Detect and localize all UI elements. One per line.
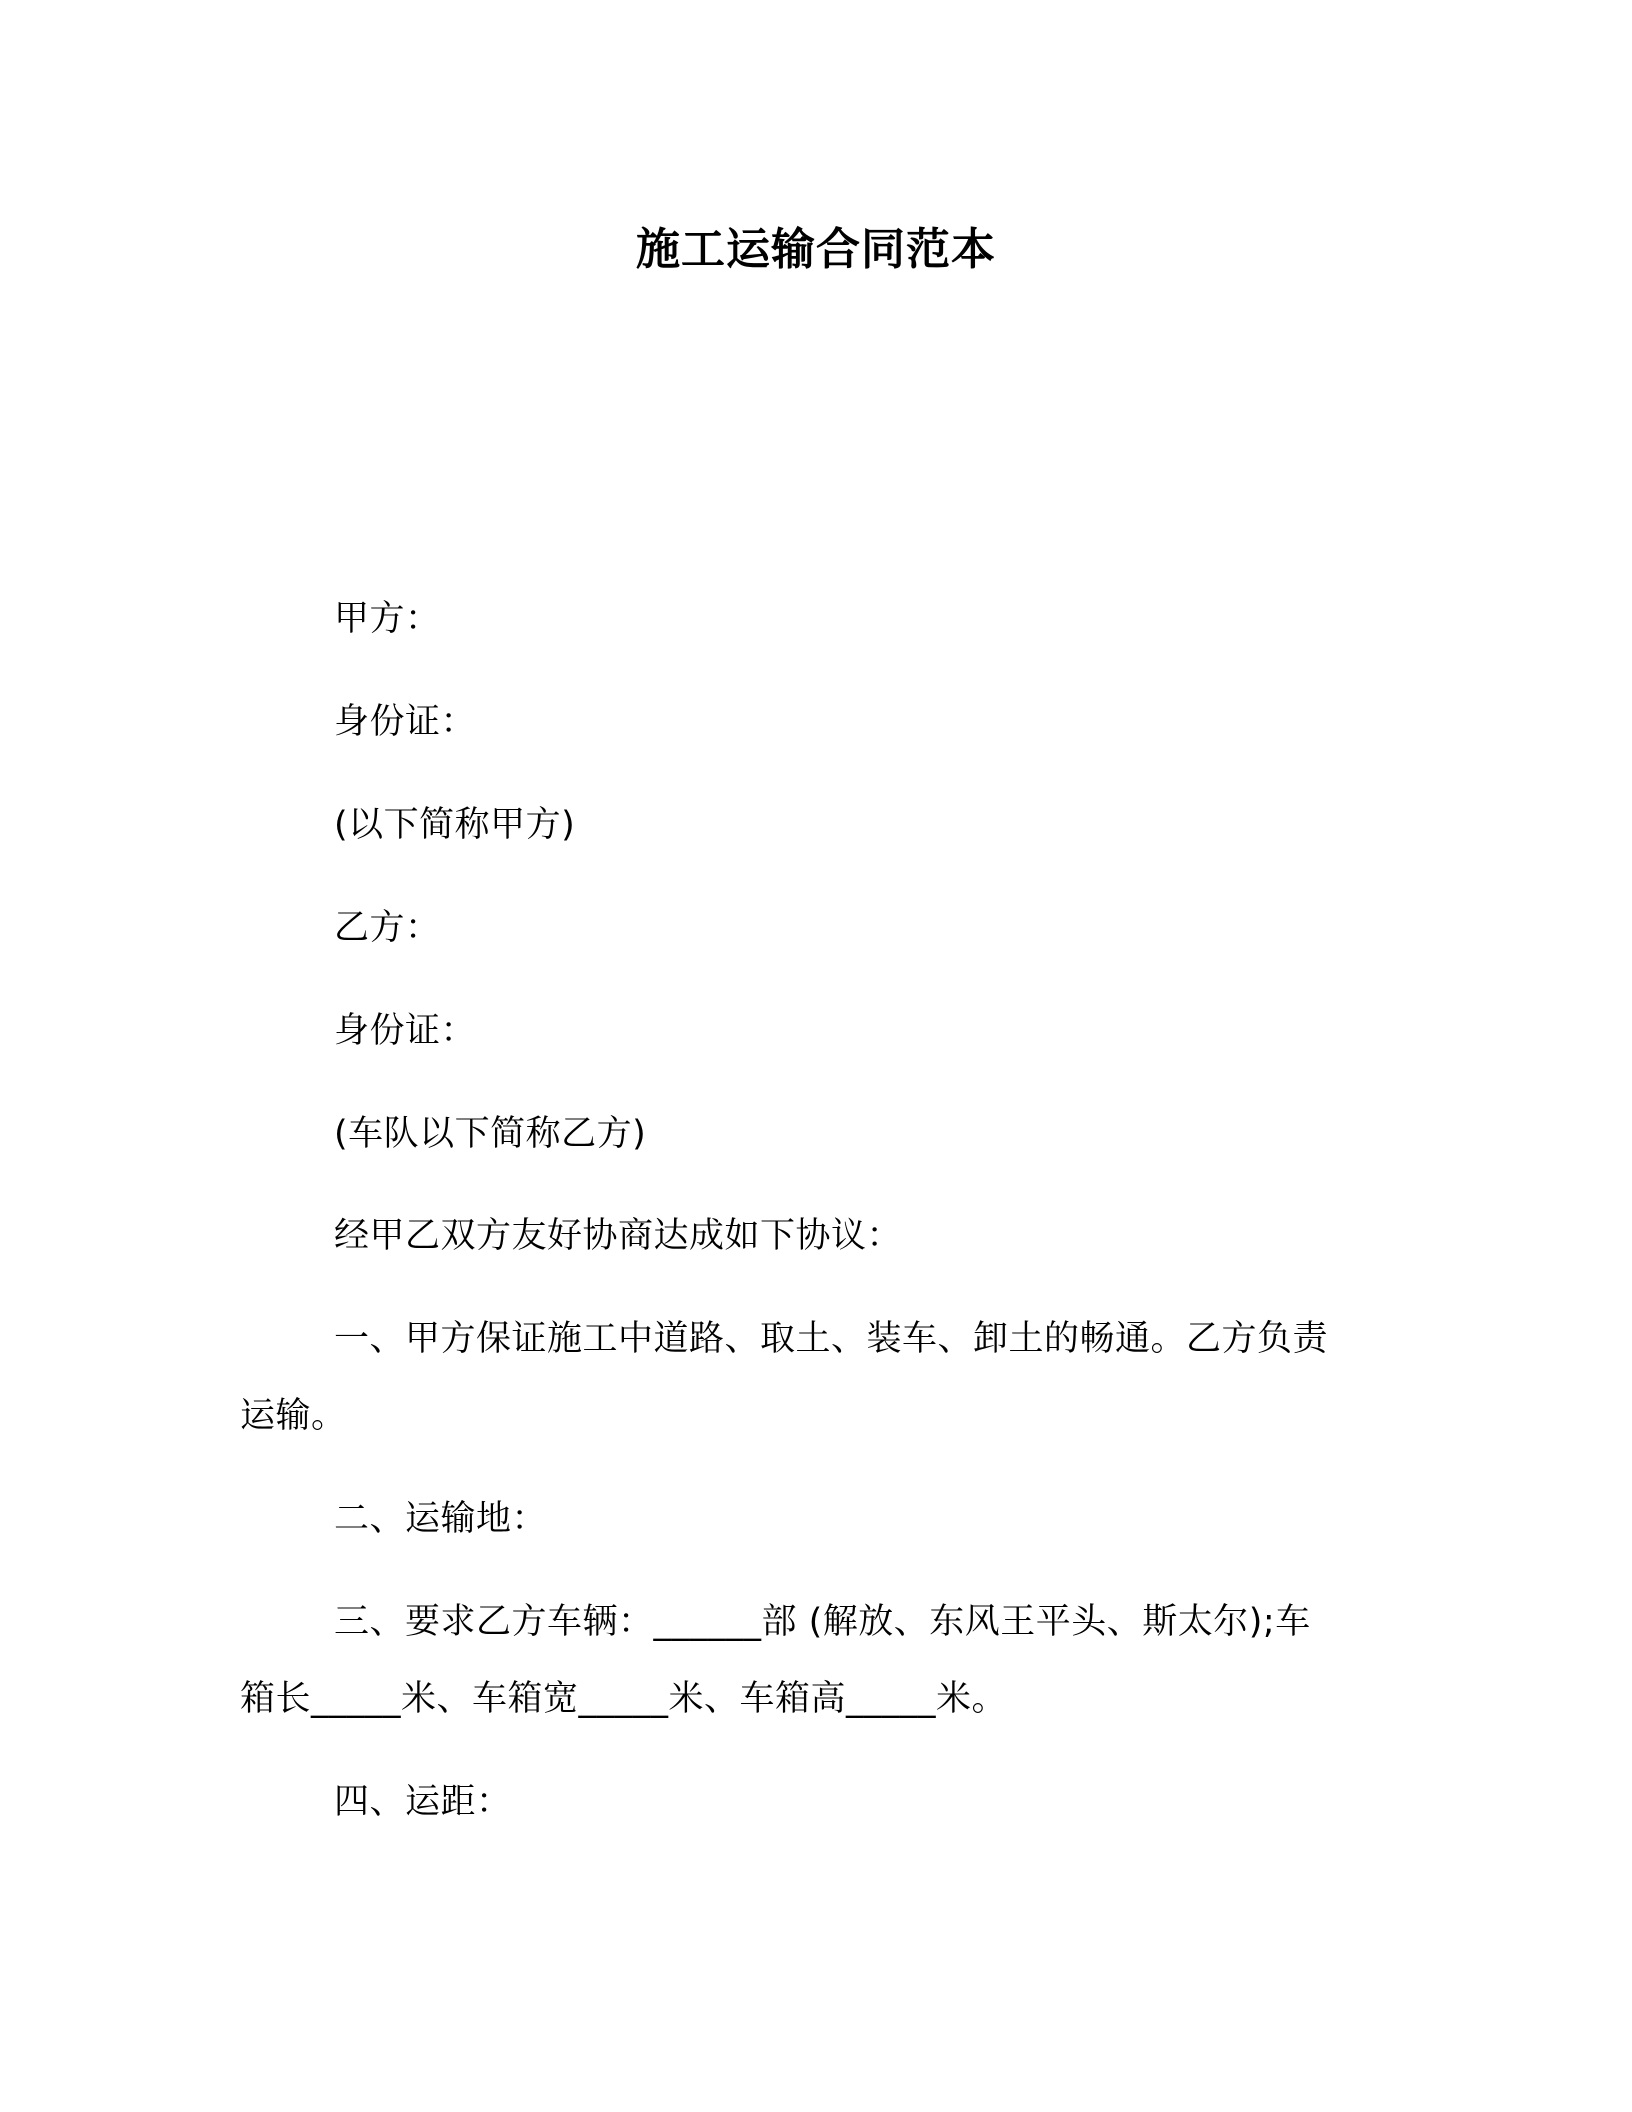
party-a-id-label: 身份证： (334, 702, 477, 742)
party-b-label: 乙方： (334, 908, 441, 948)
clause-4: 四、运距： (334, 1782, 512, 1822)
party-b-id-label: 身份证： (334, 1011, 477, 1051)
clause-2: 二、运输地： (334, 1499, 548, 1539)
document-title: 施工运输合同范本 (636, 224, 996, 275)
clause-1-line-1: 一、甲方保证施工中道路、取土、装车、卸土的畅通。乙方负责 (334, 1319, 1329, 1359)
agreement-intro: 经甲乙双方友好协商达成如下协议： (334, 1216, 903, 1256)
party-b-note: (车队以下简称乙方) (334, 1114, 647, 1154)
clause-3-line-1: 三、要求乙方车辆：______部 (解放、东风王平头、斯太尔);车 (334, 1602, 1311, 1642)
clause-3-line-2: 箱长_____米、车箱宽_____米、车箱高_____米。 (240, 1679, 1008, 1719)
clause-1-line-2: 运输。 (240, 1396, 347, 1436)
party-a-label: 甲方： (334, 599, 441, 639)
party-a-note: (以下简称甲方) (334, 805, 576, 845)
